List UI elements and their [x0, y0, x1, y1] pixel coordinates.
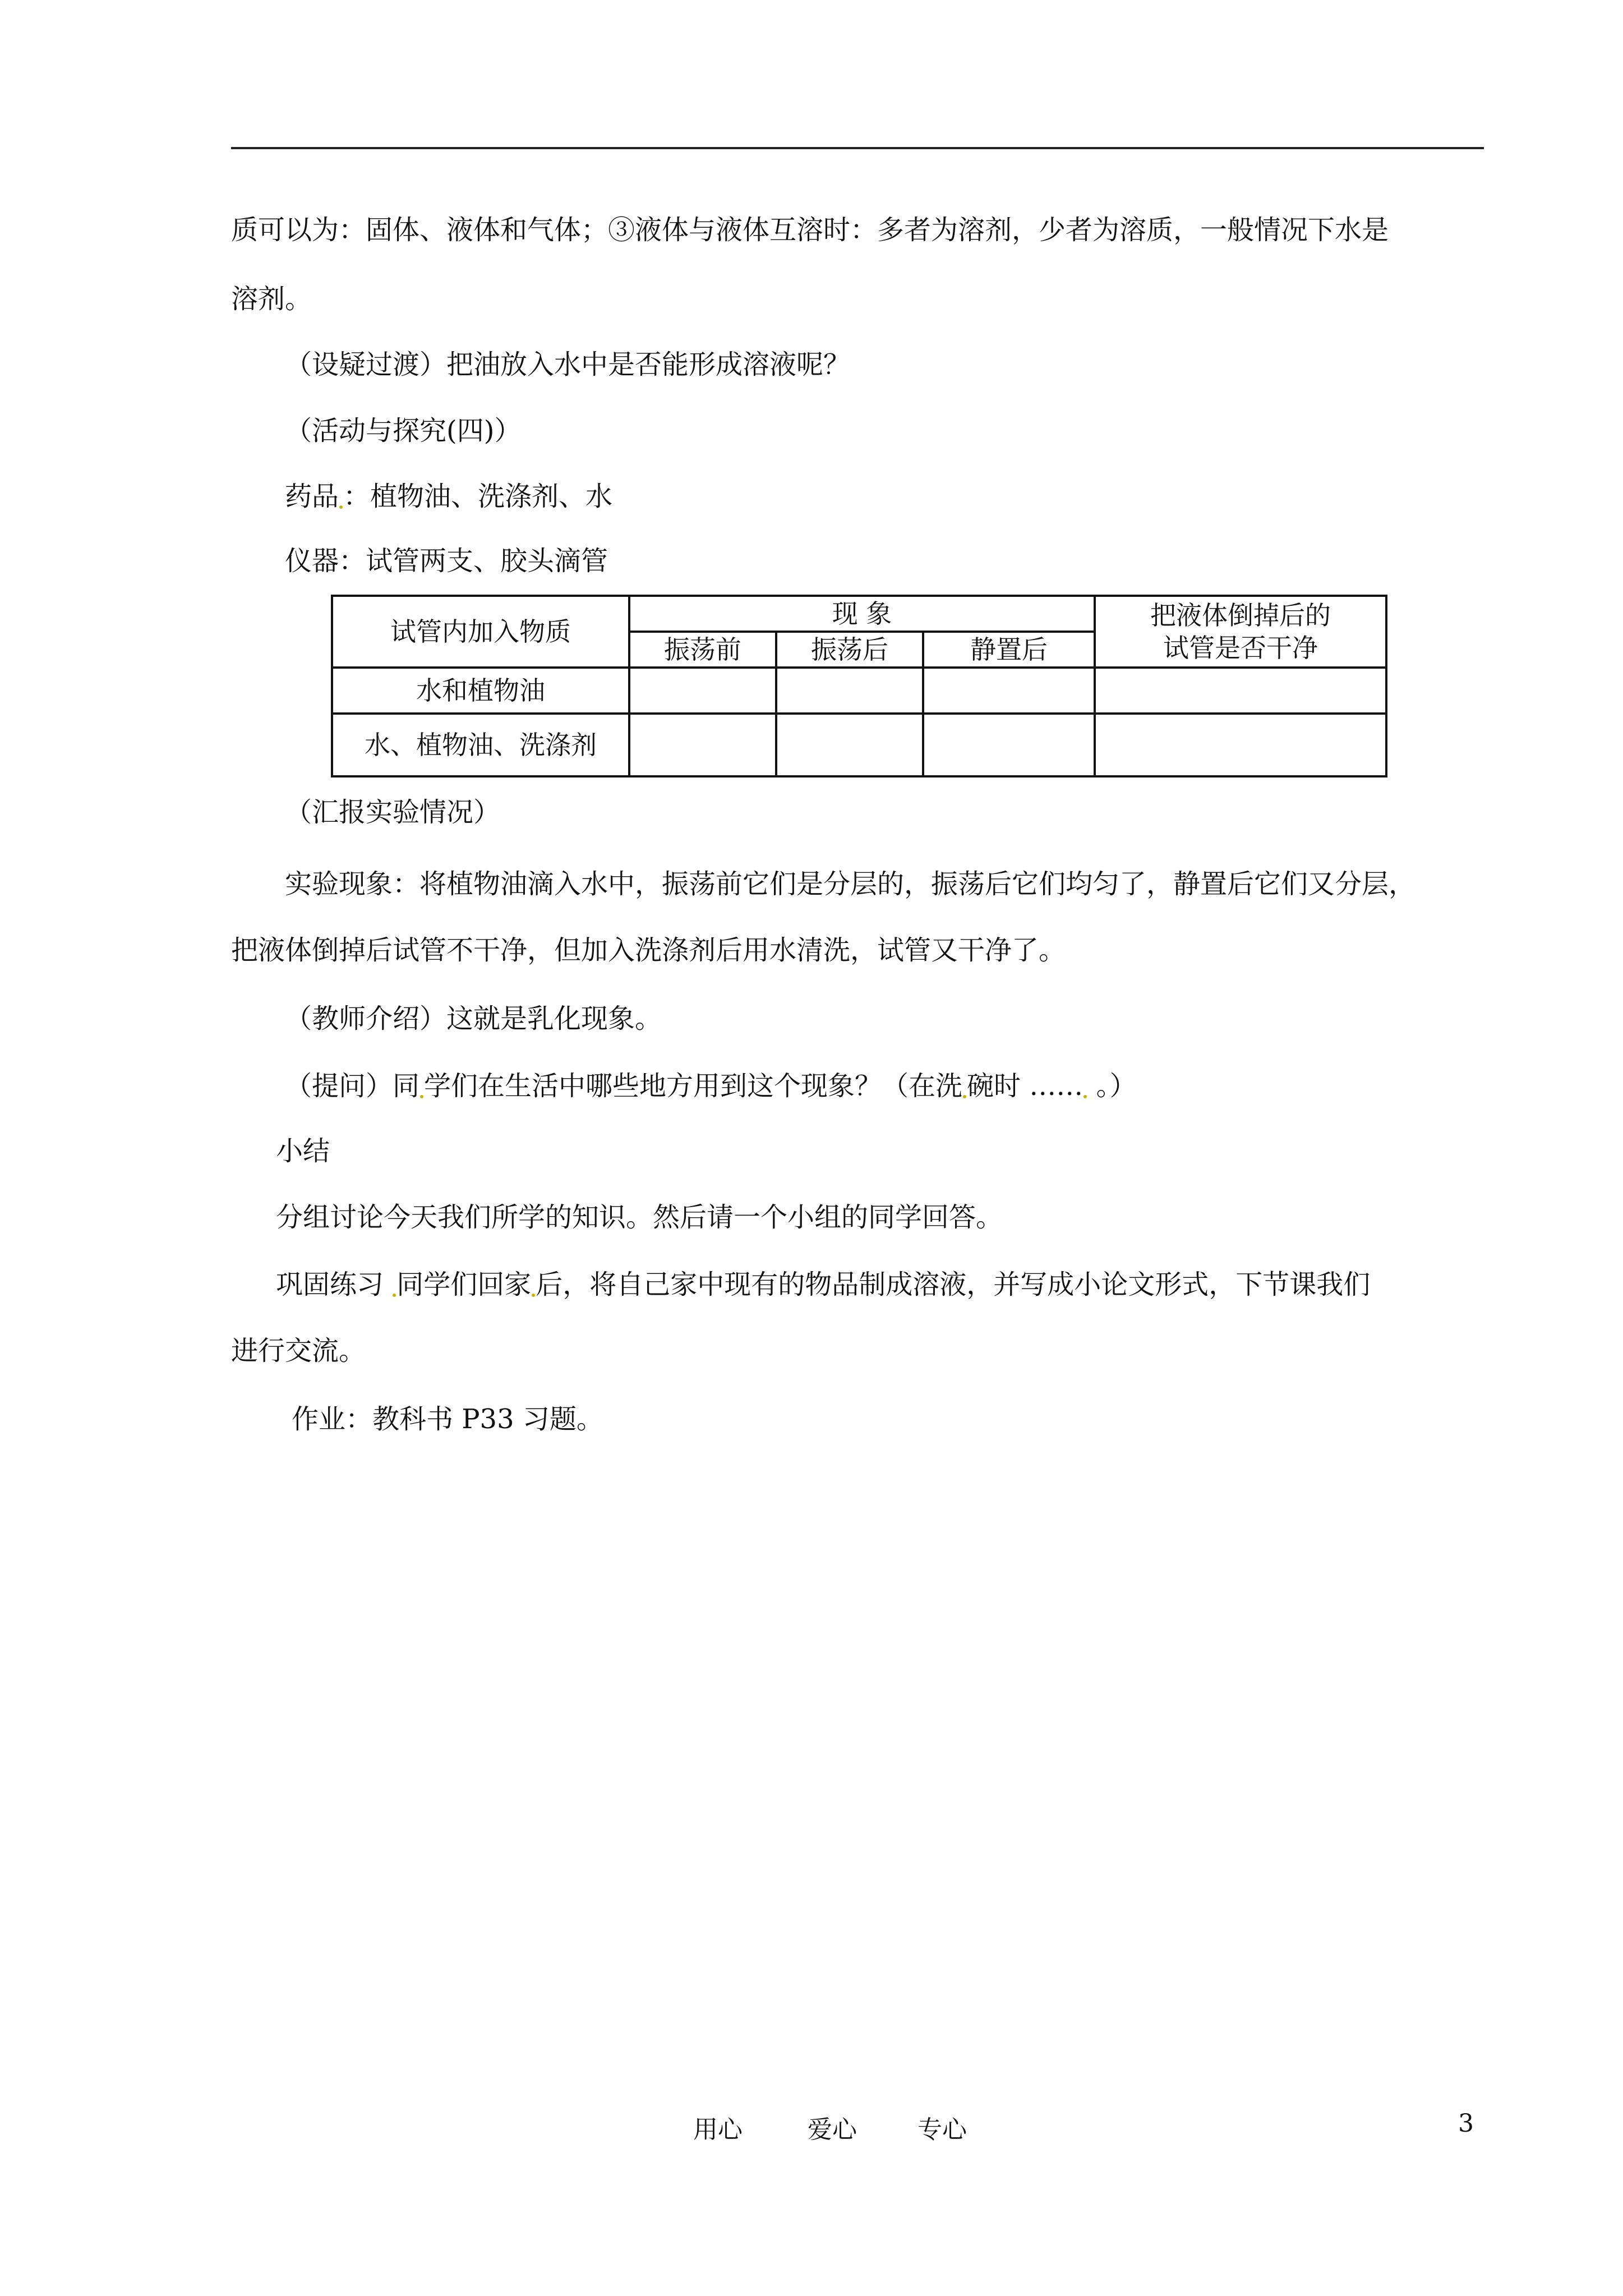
paragraph-line: 作业：教科书 P33 习题。 — [292, 1404, 603, 1435]
text-fragment: ：植物油、洗涤剂、水 — [343, 481, 613, 512]
table-cell — [923, 668, 1095, 714]
text-fragment: 学们在生活中哪些地方用到这个现象？（在洗 — [424, 1070, 963, 1102]
paragraph-line: （活动与探究(四)） — [285, 415, 522, 447]
table-header-substance: 试管内加入物质 — [332, 596, 629, 668]
text-fragment: 后，将自己家中现有的物品制成溶液，并写成小论文形式，下节课我们 — [536, 1269, 1371, 1300]
table-cell — [629, 668, 776, 714]
table-header-clean — [1095, 596, 1386, 668]
paragraph-line — [276, 1268, 1370, 1301]
dot-mark — [1083, 1095, 1087, 1098]
paragraph-line: 仪器：试管两支、胶头滴管 — [285, 545, 608, 577]
text-fragment: 同学们回家 — [396, 1269, 532, 1300]
table-subheader: 振荡前 — [629, 632, 776, 668]
text-fragment: 药品 — [285, 481, 339, 512]
paragraph-line: （汇报实验情况） — [285, 797, 501, 828]
dot-mark — [963, 1095, 966, 1098]
paragraph-line: 分组讨论今天我们所学的知识。然后请一个小组的同学回答。 — [276, 1202, 1003, 1233]
page-number: 3 — [1458, 2109, 1474, 2138]
experiment-table — [331, 595, 1387, 777]
paragraph-line: 溶剂。 — [231, 283, 312, 315]
table-header-phenomenon: 现 象 — [629, 596, 1095, 632]
header-rule — [231, 147, 1484, 149]
paragraph-line — [285, 480, 612, 513]
footer-motto: 专心 — [917, 2115, 967, 2144]
paragraph-line: （设疑过渡）把油放入水中是否能形成溶液呢？ — [285, 349, 851, 380]
table-subheader: 静置后 — [923, 632, 1095, 668]
paragraph-line: 质可以为：固体、液体和气体；③液体与液体互溶时：多者为溶剂，少者为溶质，一般情况下水是 — [231, 214, 1389, 246]
text-fragment: 巩固练习 — [276, 1269, 393, 1300]
paragraph-line: 实验现象：将植物油滴入水中，振荡前它们是分层的，振荡后它们均匀了，静置后它们又分层， — [285, 868, 1416, 900]
table-cell — [923, 714, 1095, 776]
text-fragment: 碗时 …… — [967, 1070, 1083, 1102]
table-cell — [1095, 668, 1386, 714]
text-fragment: （提问）同 — [285, 1070, 420, 1102]
table-row-label: 水、植物油、洗涤剂 — [332, 714, 629, 776]
table-cell — [776, 714, 923, 776]
footer-motto: 用心 — [693, 2115, 743, 2144]
table-cell — [1095, 714, 1386, 776]
paragraph-line: 小结 — [276, 1135, 330, 1167]
dot-mark — [393, 1294, 396, 1297]
table-cell — [776, 668, 923, 714]
paragraph-line: （教师介绍）这就是乳化现象。 — [285, 1003, 662, 1034]
paragraph-line — [285, 1069, 1137, 1103]
text-fragment: 。） — [1087, 1070, 1137, 1102]
paragraph-line: 进行交流。 — [231, 1335, 366, 1366]
dot-mark — [339, 505, 343, 509]
dot-mark — [532, 1294, 535, 1297]
table-cell — [629, 714, 776, 776]
dot-mark — [420, 1095, 423, 1098]
footer-motto: 爱心 — [808, 2115, 857, 2144]
table-row-label: 水和植物油 — [332, 668, 629, 714]
paragraph-line: 把液体倒掉后试管不干净，但加入洗涤剂后用水清洗，试管又干净了。 — [231, 935, 1066, 966]
table-subheader: 振荡后 — [776, 632, 923, 668]
header-line: 把液体倒掉后的 — [1150, 600, 1331, 631]
header-line: 试管是否干净 — [1163, 633, 1318, 663]
